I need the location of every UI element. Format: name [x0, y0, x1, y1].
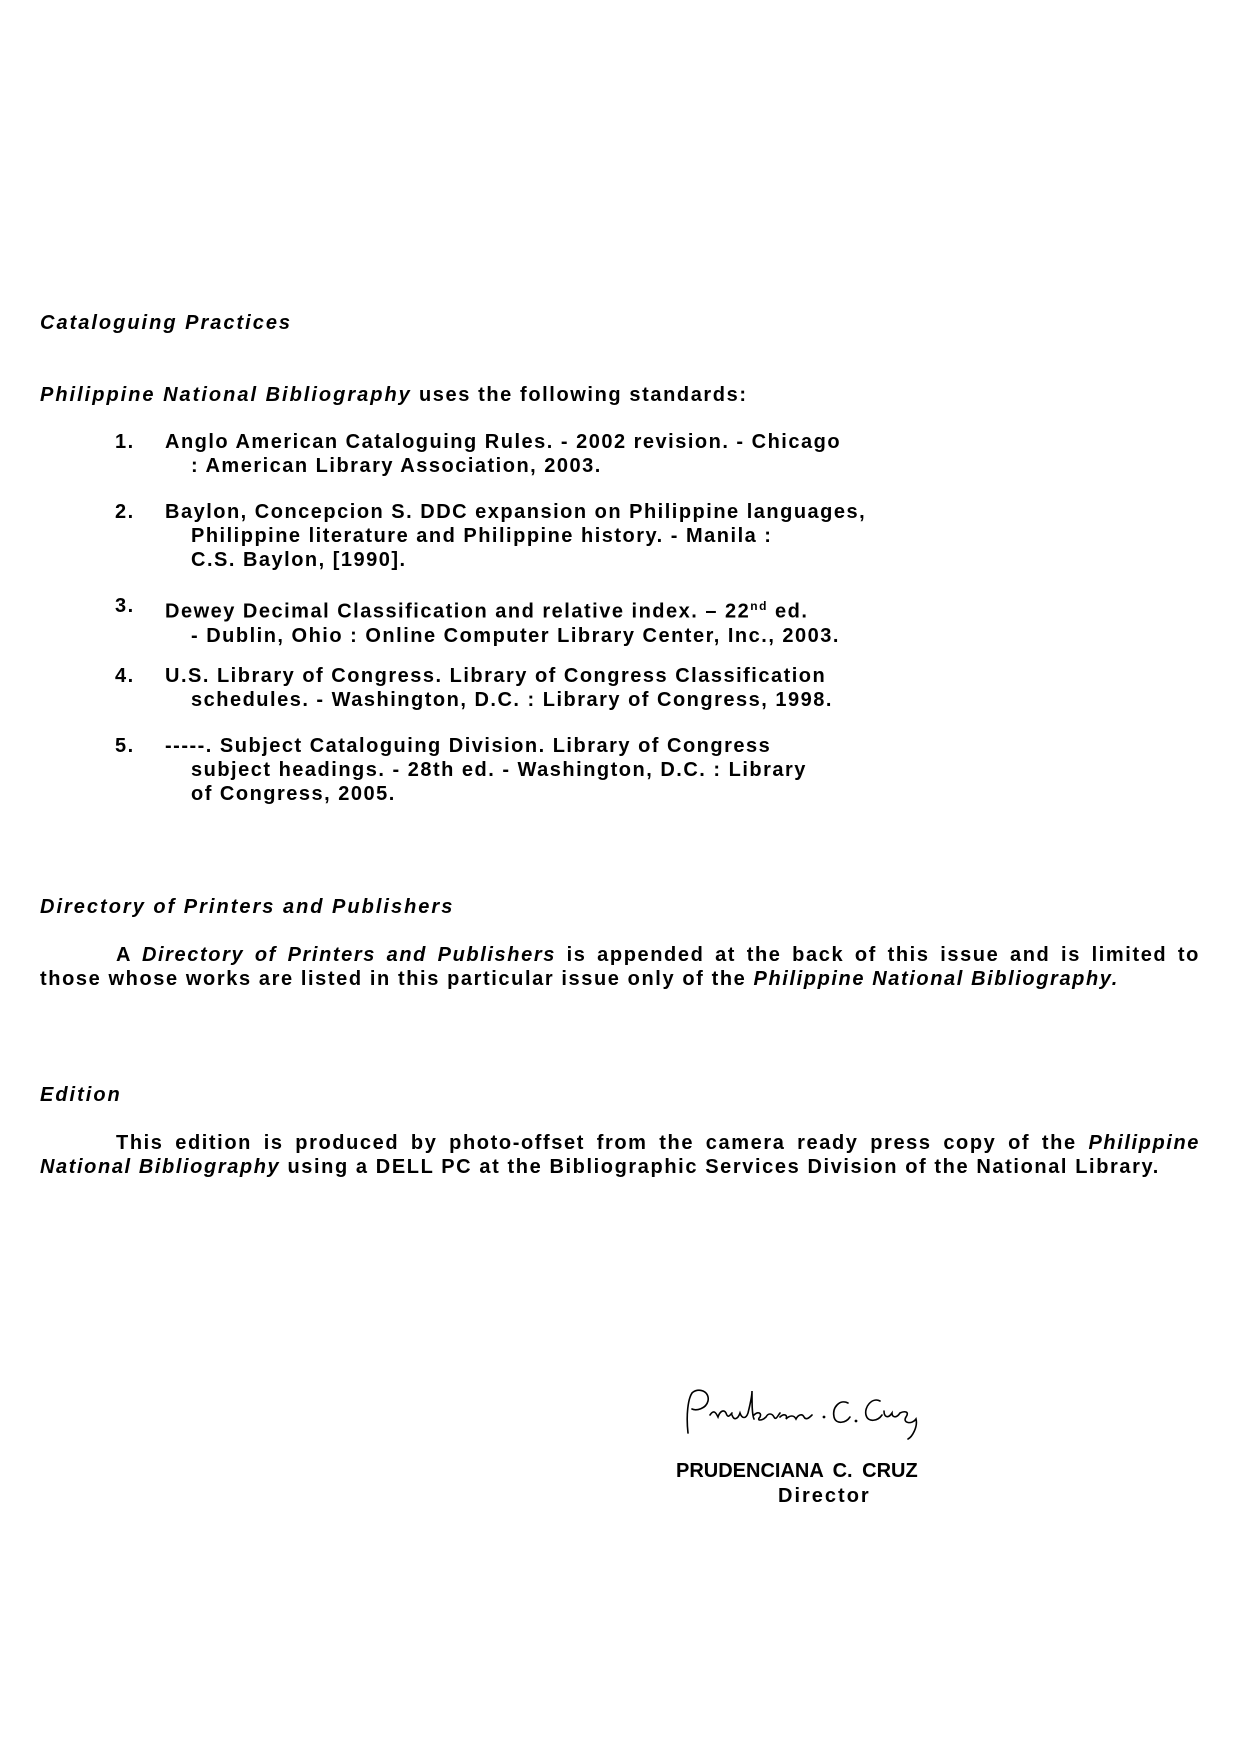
intro-rest: uses the following standards: — [411, 384, 748, 406]
list-text: subject headings. - 28th ed. - Washington, D.C. : Library — [191, 759, 807, 781]
paragraph-title: Philippine National Bibliography. — [753, 968, 1119, 990]
edition-heading: Edition — [40, 1084, 122, 1106]
list-number: 2. — [115, 501, 135, 523]
list-text: U.S. Library of Congress. Library of Congress Classification — [165, 665, 827, 687]
list-text: - Dublin, Ohio : Online Computer Library Center, Inc., 2003. — [191, 624, 840, 647]
paragraph-text: This edition is produced by photo-offset from the camera ready press copy of the — [116, 1132, 1089, 1154]
list-text: C.S. Baylon, [1990]. — [191, 549, 407, 571]
list-number: 1. — [115, 431, 135, 453]
cataloguing-intro — [40, 384, 748, 407]
list-item — [115, 664, 833, 712]
list-text-part: ed. — [767, 600, 809, 623]
list-text: schedules. - Washington, D.C. : Library of Congress, 1998. — [191, 689, 833, 711]
list-item — [115, 430, 841, 478]
paragraph-title: Philippine National Bibliography — [40, 1132, 1200, 1178]
handwritten-signature — [680, 1385, 960, 1445]
list-text: Anglo American Cataloguing Rules. - 2002 revision. - Chicago — [165, 431, 842, 453]
cataloguing-heading: Cataloguing Practices — [40, 312, 293, 334]
paragraph-text: is appended at the back of this issue and is limited to those whose works are listed in this particular issue only of the — [40, 944, 1200, 990]
list-text: Philippine literature and Philippine history. - Manila : — [191, 525, 773, 547]
paragraph-text: A — [116, 944, 142, 966]
ordinal-suffix: nd — [750, 599, 768, 613]
list-number: 4. — [115, 665, 135, 687]
list-item — [115, 734, 807, 806]
paragraph-text: using a DELL PC at the Bibliographic Services Division of the National Library. — [280, 1156, 1160, 1178]
signature-block — [660, 1385, 980, 1515]
list-number: 5. — [115, 735, 135, 757]
directory-heading: Directory of Printers and Publishers — [40, 896, 455, 918]
list-text: -----. Subject Cataloguing Division. Library of Congress — [165, 735, 772, 757]
list-text: : American Library Association, 2003. — [191, 455, 602, 477]
signatory-title: Director — [778, 1485, 871, 1507]
intro-title: Philippine National Bibliography — [40, 384, 412, 406]
list-text-part: Dewey Decimal Classification and relative index. – 22 — [165, 600, 751, 623]
list-item — [115, 594, 840, 648]
directory-paragraph — [40, 943, 1200, 991]
list-text: of Congress, 2005. — [191, 783, 396, 805]
edition-paragraph — [40, 1131, 1200, 1179]
signatory-name: PRUDENCIANA C. CRUZ — [676, 1460, 918, 1482]
paragraph-title: Directory of Printers and Publishers — [141, 944, 556, 966]
list-number: 3. — [115, 595, 135, 617]
list-text: Baylon, Concepcion S. DDC expansion on Philippine languages, — [165, 501, 867, 523]
list-item — [115, 500, 866, 572]
list-text — [165, 594, 840, 624]
